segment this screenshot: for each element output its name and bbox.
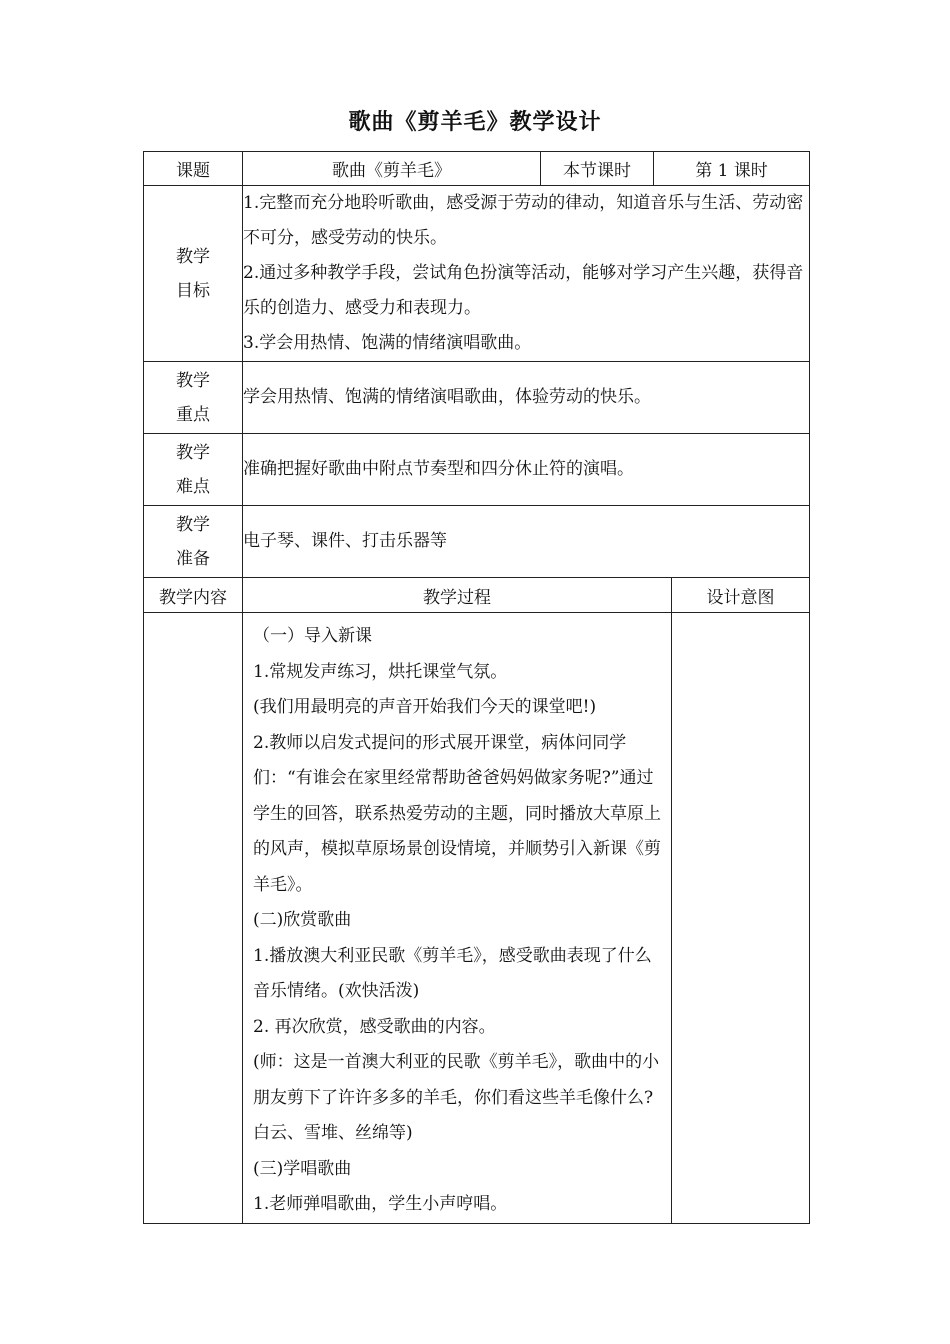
hours-value: 第 1 课时 xyxy=(654,152,810,186)
goals-row xyxy=(144,186,810,362)
header-row xyxy=(144,152,810,186)
goal-item: 1.完整而充分地聆听歌曲，感受源于劳动的律动，知道音乐与生活、劳动密不可分，感受劳动的快乐。 xyxy=(243,193,804,248)
process-paragraph: (我们用最明亮的声音开始我们今天的课堂吧!) xyxy=(253,697,597,717)
preparation-label xyxy=(144,506,243,578)
difficulties-label-line2: 难点 xyxy=(176,476,210,497)
hours-label: 本节课时 xyxy=(541,152,654,186)
difficulties-label-line1: 教学 xyxy=(176,442,210,463)
goals-label-line1: 教学 xyxy=(176,246,210,267)
process-paragraph: 1.播放澳大利亚民歌《剪羊毛》，感受歌曲表现了什么音乐情绪。(欢快活泼) xyxy=(253,945,652,1001)
process-paragraph: (三)学唱歌曲 xyxy=(253,1158,352,1179)
process-paragraph: (二)欣赏歌曲 xyxy=(253,910,352,930)
goals-content xyxy=(243,186,810,362)
process-paragraph: 1.常规发声练习，烘托课堂气氛。 xyxy=(253,661,508,682)
process-paragraph: （一）导入新课 xyxy=(253,626,372,646)
key-points-label xyxy=(144,362,243,434)
difficulties-row xyxy=(144,434,810,506)
process-header-row xyxy=(144,578,810,613)
goals-label-line2: 目标 xyxy=(176,280,210,301)
lesson-plan-table xyxy=(143,151,810,1224)
content-cell xyxy=(144,613,243,1224)
preparation-label-line1: 教学 xyxy=(176,514,210,535)
key-points-label-line1: 教学 xyxy=(176,370,210,391)
process-paragraph: 1.老师弹唱歌曲，学生小声哼唱。 xyxy=(253,1194,508,1214)
process-paragraph: 2. 再次欣赏，感受歌曲的内容。 xyxy=(253,1016,496,1037)
key-points-label-line2: 重点 xyxy=(176,404,210,425)
preparation-label-line2: 准备 xyxy=(176,548,210,569)
process-row xyxy=(144,613,810,1224)
preparation-text: 电子琴、课件、打击乐器等 xyxy=(243,506,810,578)
intent-cell xyxy=(672,613,810,1224)
preparation-row xyxy=(144,506,810,578)
topic-value: 歌曲《剪羊毛》 xyxy=(243,152,541,186)
intent-column-header: 设计意图 xyxy=(672,578,810,613)
key-points-row xyxy=(144,362,810,434)
goal-item: 3.学会用热情、饱满的情绪演唱歌曲。 xyxy=(243,333,532,353)
difficulties-label xyxy=(144,434,243,506)
process-content xyxy=(243,613,672,1224)
goals-label xyxy=(144,186,243,362)
goal-item: 2.通过多种教学手段，尝试角色扮演等活动，能够对学习产生兴趣，获得音乐的创造力、感受力和表现力。 xyxy=(243,263,804,318)
process-column-header: 教学过程 xyxy=(243,578,672,613)
process-paragraph: (师：这是一首澳大利亚的民歌《剪羊毛》，歌曲中的小朋友剪下了许许多多的羊毛，你们看这些羊毛像什么?白云、雪堆、丝绵等) xyxy=(253,1052,660,1143)
difficulties-text: 准确把握好歌曲中附点节奏型和四分休止符的演唱。 xyxy=(243,434,810,506)
content-column-header: 教学内容 xyxy=(144,578,243,613)
topic-label: 课题 xyxy=(144,152,243,186)
key-points-text: 学会用热情、饱满的情绪演唱歌曲，体验劳动的快乐。 xyxy=(243,362,810,434)
process-paragraph: 2.教师以启发式提问的形式展开课堂，病体问同学们：“有谁会在家里经常帮助爸爸妈妈做家务呢?”通过学生的回答，联系热爱劳动的主题，同时播放大草原上的风声，模拟草原场景创设情境，并顺势引入新课《剪羊毛》。 xyxy=(253,732,661,895)
document-title: 歌曲《剪羊毛》教学设计 xyxy=(348,110,602,135)
